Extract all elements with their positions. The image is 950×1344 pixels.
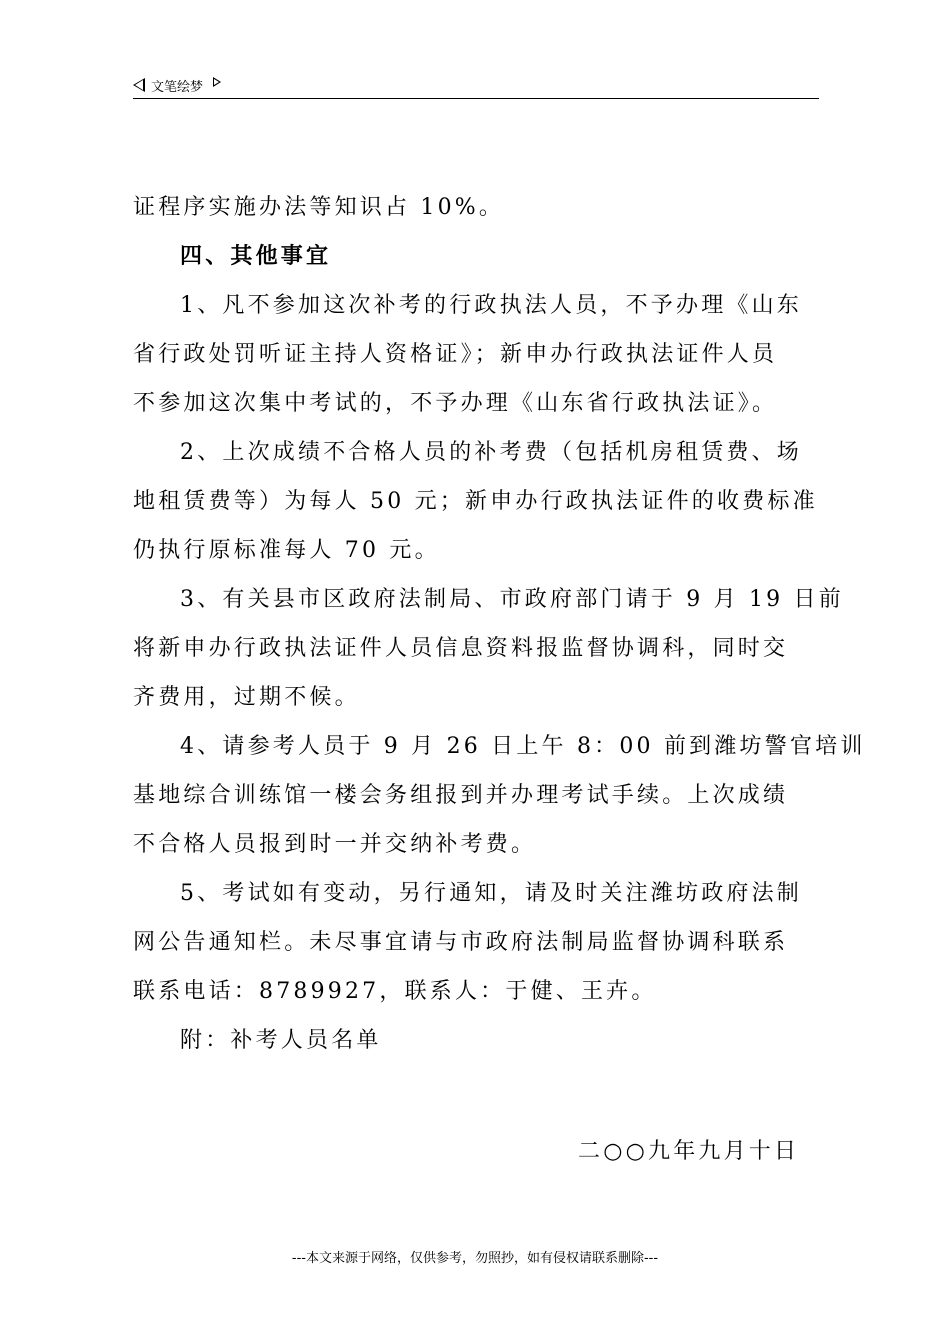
body-line: 将新申办行政执法证件人员信息资料报监督协调科，同时交 bbox=[133, 636, 789, 661]
body-line: 1、凡不参加这次补考的行政执法人员，不予办理《山东 bbox=[180, 293, 802, 318]
body-line: 2、上次成绩不合格人员的补考费（包括机房租赁费、场 bbox=[180, 440, 802, 465]
body-line: 网公告通知栏。未尽事宜请与市政府法制局监督协调科联系 bbox=[133, 930, 789, 955]
body-line: 地租赁费等）为每人 50 元；新申办行政执法证件的收费标准 bbox=[133, 489, 818, 514]
document-body bbox=[133, 183, 866, 1065]
body-line: 证程序实施办法等知识占 10%。 bbox=[133, 195, 505, 220]
section-heading: 四、其他事宜 bbox=[180, 243, 332, 269]
header-title: 文笔绘梦 bbox=[151, 79, 204, 95]
body-line: 齐费用，过期不候。 bbox=[133, 685, 360, 710]
left-triangle-icon bbox=[133, 78, 145, 92]
body-line: 仍执行原标准每人 70 元。 bbox=[133, 538, 440, 563]
body-line: 基地综合训练馆一楼会务组报到并办理考试手续。上次成绩 bbox=[133, 783, 789, 808]
attachment-line: 附：补考人员名单 bbox=[180, 1028, 382, 1053]
body-line: 不参加这次集中考试的，不予办理《山东省行政执法证》。 bbox=[133, 391, 778, 416]
document-date: 二○○九年九月十日 bbox=[578, 1139, 800, 1164]
page-header bbox=[133, 74, 819, 99]
header-title-group bbox=[133, 74, 221, 96]
body-line: 4、请参考人员于 9 月 26 日上午 8：00 前到潍坊警官培训 bbox=[180, 734, 866, 759]
body-line: 联系电话：8789927，联系人：于健、王卉。 bbox=[133, 979, 657, 1004]
right-triangle-icon bbox=[213, 77, 221, 87]
body-line: 5、考试如有变动，另行通知，请及时关注潍坊政府法制 bbox=[180, 881, 802, 906]
page-footer: ---本文来源于网络，仅供参考，勿照抄，如有侵权请联系删除--- bbox=[291, 1251, 659, 1266]
body-line: 省行政处罚听证主持人资格证》；新申办行政执法证件人员 bbox=[133, 342, 778, 367]
body-line: 3、有关县市区政府法制局、市政府部门请于 9 月 19 日前 bbox=[180, 587, 844, 612]
body-line: 不合格人员报到时一并交纳补考费。 bbox=[133, 832, 537, 857]
